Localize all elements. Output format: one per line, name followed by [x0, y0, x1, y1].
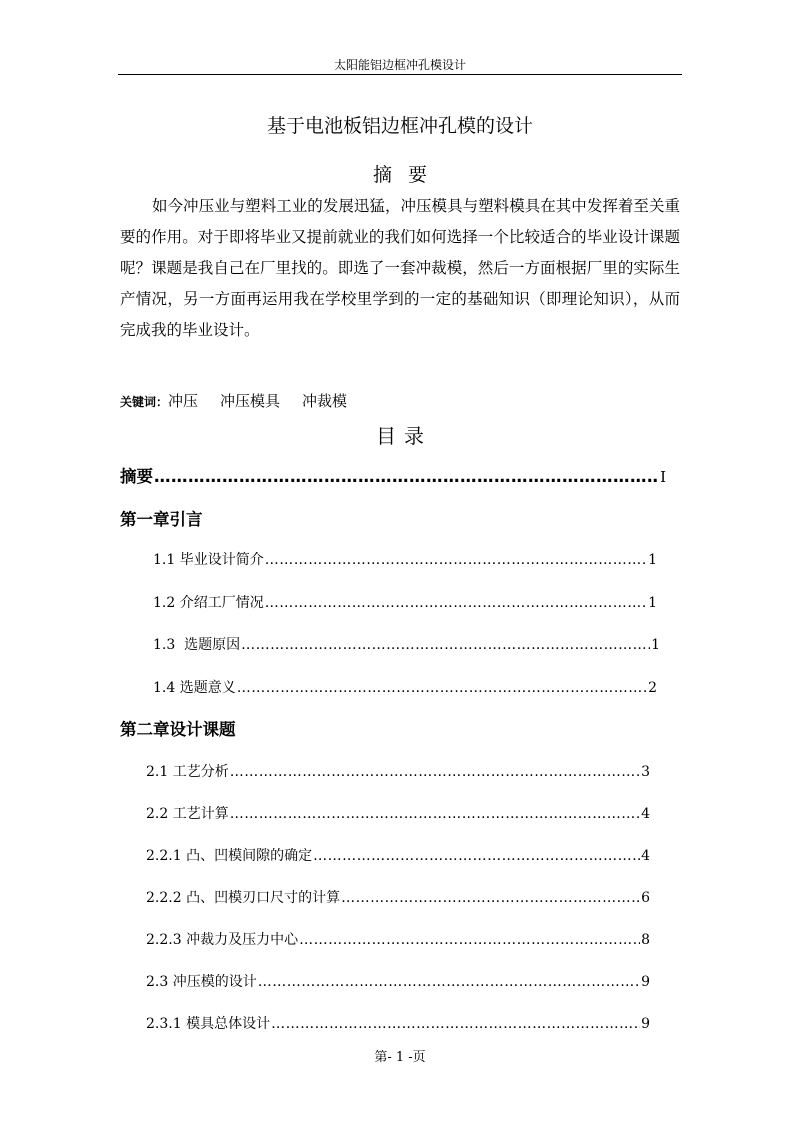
toc-leader	[313, 848, 640, 864]
toc-entry-page: 1	[648, 552, 657, 568]
toc-entry[interactable]	[146, 845, 650, 865]
toc-entry-page: 8	[641, 932, 650, 948]
toc-entry-label: 2.3.1 模具总体设计	[146, 1016, 271, 1032]
toc-leader	[230, 806, 640, 822]
toc-leader	[154, 467, 659, 486]
keyword: 冲裁模	[302, 392, 348, 410]
keyword: 冲压模具	[220, 392, 281, 410]
toc-entry[interactable]	[153, 634, 660, 654]
abstract-heading: 摘要	[372, 164, 443, 186]
toc-entry-page: 3	[641, 764, 650, 780]
toc-entry-label: 2.3 冲压模的设计	[146, 974, 257, 990]
toc-entry-label: 2.2.1 凸、凹模间隙的确定	[146, 848, 313, 864]
toc-entry-page: I	[660, 468, 666, 486]
toc-entry-page: 6	[641, 890, 650, 906]
toc-entry-label: 2.2.3 冲裁力及压力中心	[146, 932, 299, 948]
toc-leader	[258, 974, 640, 990]
toc-leader	[230, 764, 640, 780]
toc-leader	[241, 637, 650, 653]
toc-heading: 目录	[376, 424, 432, 448]
toc-chapter-2[interactable]: 第二章设计课题	[120, 720, 236, 739]
toc-entry-page: 9	[641, 1016, 650, 1032]
toc-leader	[265, 552, 647, 568]
toc-entry[interactable]	[153, 592, 657, 612]
toc-leader	[341, 890, 640, 906]
toc-entry-abstract[interactable]	[120, 463, 666, 487]
toc-leader	[265, 595, 647, 611]
toc-chapter-1[interactable]: 第一章引言	[120, 510, 203, 529]
toc-entry[interactable]	[146, 803, 650, 823]
toc-entry-label: 1.3 选题原因	[153, 637, 241, 653]
toc-entry-page: 9	[641, 974, 650, 990]
toc-entry[interactable]	[153, 549, 657, 569]
toc-entry-label: 1.4 选题意义	[153, 680, 236, 696]
toc-entry[interactable]	[153, 677, 657, 697]
toc-entry[interactable]	[146, 887, 650, 907]
document-title: 基于电池板铝边框冲孔模的设计	[266, 115, 533, 137]
toc-entry-label: 1.1 毕业设计简介	[153, 552, 264, 568]
toc-entry[interactable]	[146, 1013, 650, 1033]
abstract-body: 如今冲压业与塑料工业的发展迅猛，冲压模具与塑料模具在其中发挥着至关重要的作用。对于即将毕业又提前就业的我们如何选择一个比较适合的毕业设计课题呢？课题是我自己在厂里找的。即选了一套冲裁模，然后一方面根据厂里的实际生产情况，另一方面再运用我在学校里学到的一定的基础知识（即理论知识），从而完成我的毕业设计。	[120, 197, 680, 339]
toc-entry-label: 1.2 介绍工厂情况	[153, 595, 264, 611]
toc-entry-label: 2.2 工艺计算	[146, 806, 229, 822]
keyword: 冲压	[168, 392, 199, 410]
toc-entry-page: 1	[651, 637, 660, 653]
toc-entry-label: 2.1 工艺分析	[146, 764, 229, 780]
keywords-line	[120, 390, 369, 411]
toc-leader	[237, 680, 647, 696]
toc-leader	[271, 1016, 640, 1032]
header-rule	[118, 74, 682, 75]
keywords-label: 关键词：	[120, 395, 169, 409]
page-header: 太阳能铝边框冲孔模设计	[333, 58, 466, 72]
toc-entry-page: 4	[641, 806, 650, 822]
toc-entry[interactable]	[146, 929, 650, 949]
page-footer: 第- 1 -页	[374, 1050, 426, 1065]
toc-entry-page: 2	[648, 680, 657, 696]
toc-entry-page: 1	[648, 595, 657, 611]
toc-entry-page: 4	[641, 848, 650, 864]
toc-leader	[299, 932, 640, 948]
toc-entry[interactable]	[146, 761, 650, 781]
toc-entry-label: 2.2.2 凸、凹模刃口尺寸的计算	[146, 890, 341, 906]
toc-entry-label: 摘要	[120, 467, 153, 486]
toc-entry[interactable]	[146, 971, 650, 991]
